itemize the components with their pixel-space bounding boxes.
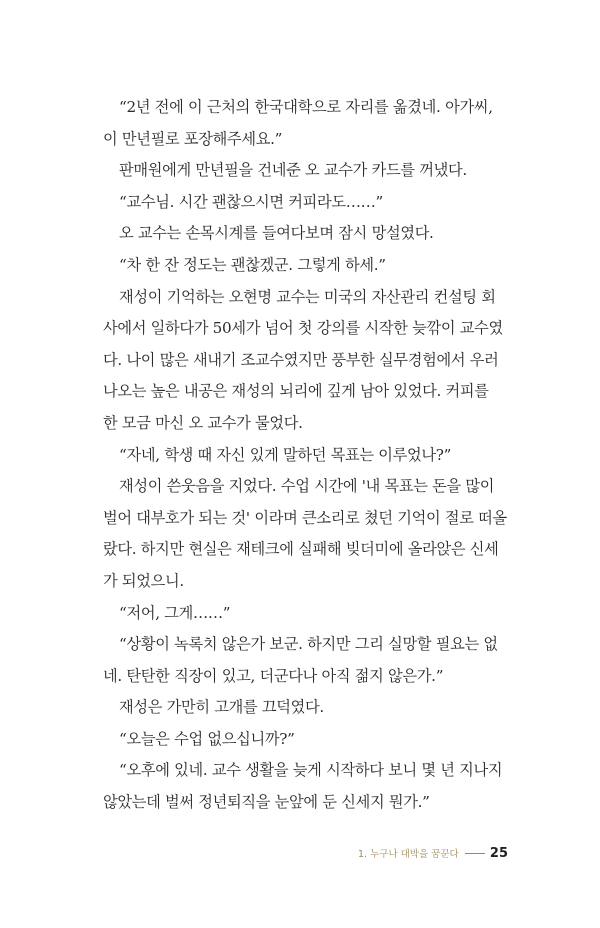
page-number: 25 bbox=[489, 845, 508, 861]
text-line: 재성이 쓴웃음을 지었다. 수업 시간에 '내 목표는 돈을 많이 bbox=[119, 477, 495, 496]
text-line: 다. 나이 많은 새내기 조교수였지만 풍부한 실무경험에서 우러 bbox=[103, 350, 499, 369]
text-line: “저어, 그게……” bbox=[119, 603, 231, 622]
text-line: “오늘은 수업 없으십니까?” bbox=[119, 729, 295, 748]
text-line: “차 한 잔 정도는 괜찮겠군. 그렇게 하세.” bbox=[119, 255, 386, 274]
text-line: 이 만년필로 포장해주세요.” bbox=[103, 129, 283, 148]
text-line: 재성은 가만히 고개를 끄덕였다. bbox=[119, 698, 324, 717]
text-line: “자네, 학생 때 자신 있게 말하던 목표는 이루었나?” bbox=[119, 445, 452, 464]
text-line: 랐다. 하지만 현실은 재테크에 실패해 빚더미에 올라앉은 신세 bbox=[103, 540, 499, 559]
text-line: 한 모금 마신 오 교수가 물었다. bbox=[103, 413, 303, 432]
page-footer bbox=[358, 844, 508, 862]
chapter-title: 1. 누구나 대박을 꿈꾼다 bbox=[358, 849, 459, 860]
footer-rule bbox=[465, 853, 485, 854]
text-line: 않았는데 벌써 정년퇴직을 눈앞에 둔 신세지 뭔가.” bbox=[103, 793, 430, 812]
text-line: 오 교수는 손목시계를 들여다보며 잠시 망설였다. bbox=[119, 224, 434, 243]
text-line: 판매원에게 만년필을 건네준 오 교수가 카드를 꺼냈다. bbox=[119, 161, 467, 180]
text-line: 사에서 일하다가 50세가 넘어 첫 강의를 시작한 늦깎이 교수였 bbox=[103, 319, 503, 338]
text-line: “2년 전에 이 근처의 한국대학으로 자리를 옮겼네. 아가씨, bbox=[119, 98, 493, 116]
text-line: 나오는 높은 내공은 재성의 뇌리에 깊게 남아 있었다. 커피를 bbox=[103, 382, 489, 401]
body-text bbox=[103, 92, 507, 819]
text-line: “교수님. 시간 괜찮으시면 커피라도……” bbox=[119, 192, 384, 211]
text-line: 가 되었으니. bbox=[103, 571, 184, 590]
text-line: 벌어 대부호가 되는 것' 이라며 큰소리로 쳤던 기억이 절로 떠올 bbox=[103, 508, 507, 527]
text-line: 재성이 기억하는 오현명 교수는 미국의 자산관리 컨설팅 회 bbox=[119, 287, 496, 306]
text-line: “오후에 있네. 교수 생활을 늦게 시작하다 보니 몇 년 지나지 bbox=[119, 761, 503, 780]
text-line: “상황이 녹록치 않은가 보군. 하지만 그리 실망할 필요는 없 bbox=[119, 635, 498, 654]
text-line: 네. 탄탄한 직장이 있고, 더군다나 아직 젊지 않은가.” bbox=[103, 666, 444, 685]
